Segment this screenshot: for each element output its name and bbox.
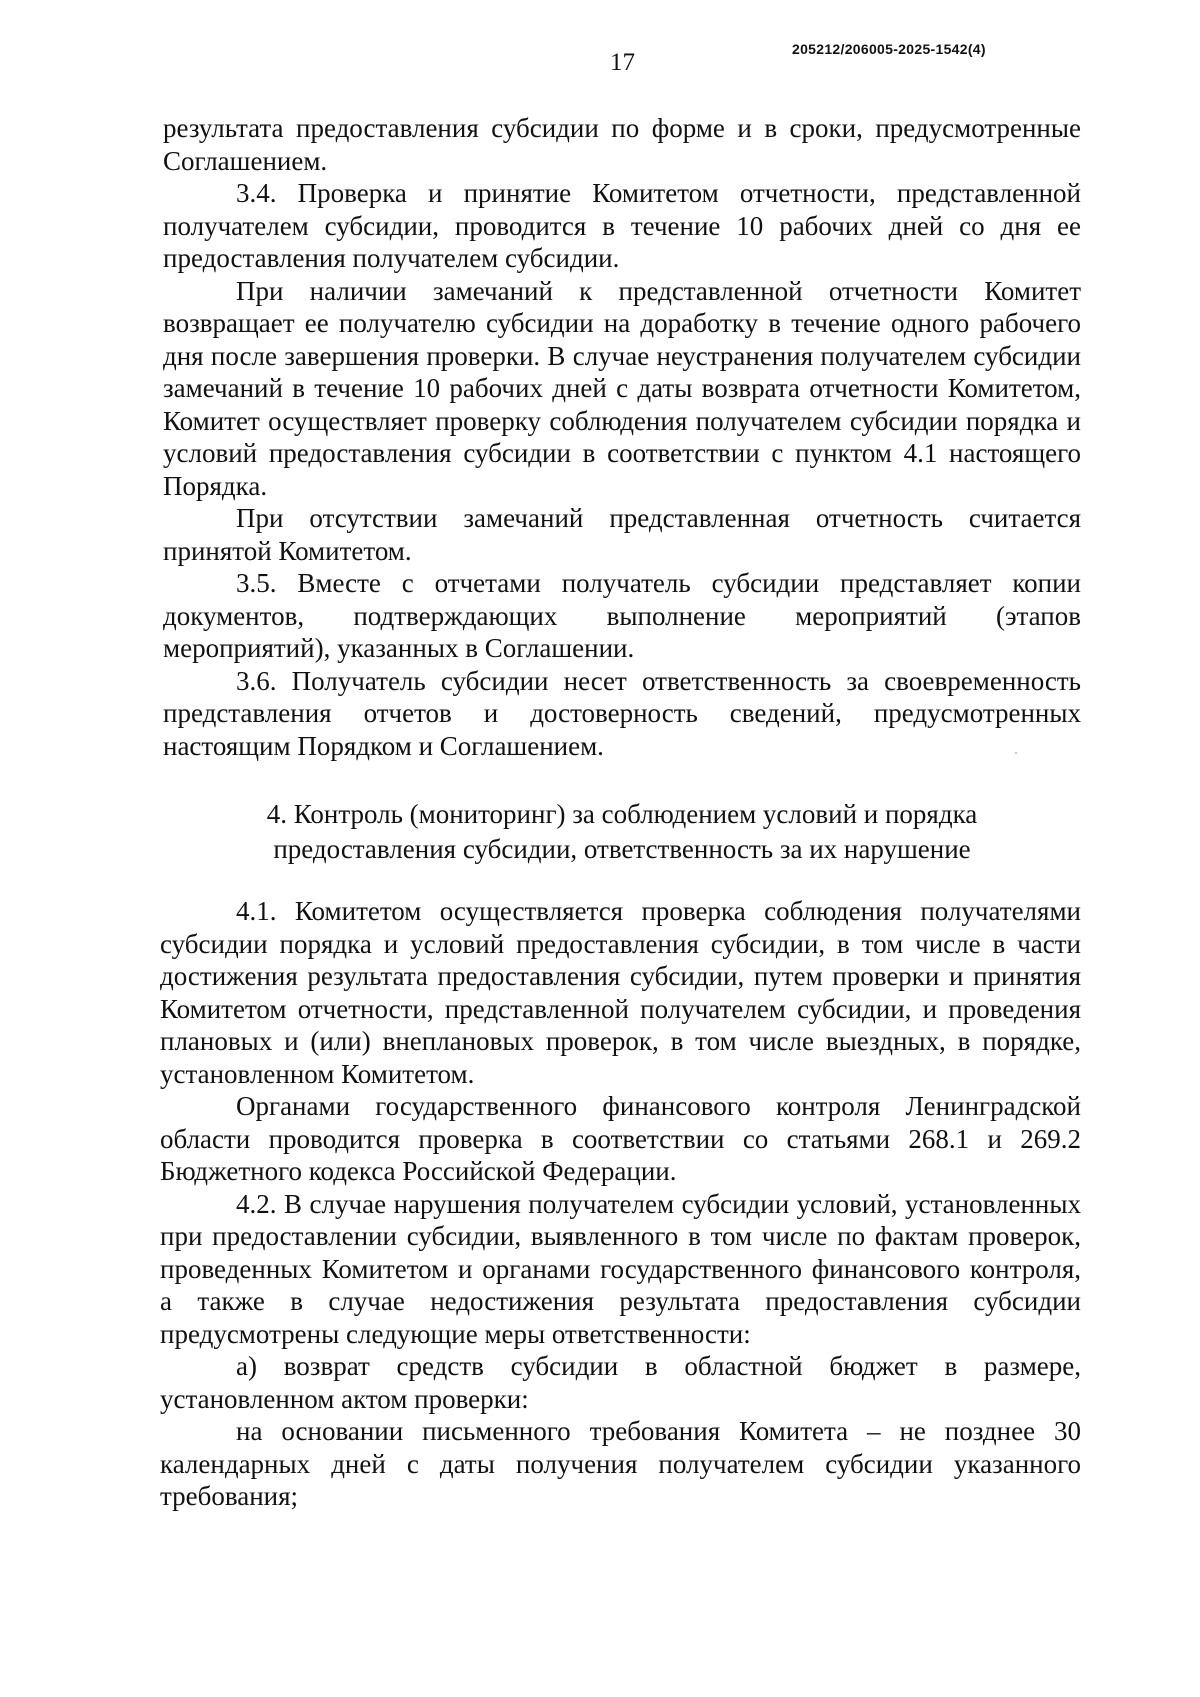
page-number: 17 bbox=[610, 49, 635, 76]
paragraph: 3.6. Получатель субсидии несет ответственность за своевременность представления отчетов и достоверность сведений, предусмотренных настоящим Порядком и Соглашением. bbox=[163, 665, 1081, 761]
document-id: 205212/206005-2025-1542(4) bbox=[792, 41, 986, 57]
section-heading-line: 4. Контроль (мониторинг) за соблюдением условий и порядка bbox=[266, 799, 978, 829]
section-heading-line: предоставления субсидии, ответственность за их нарушение bbox=[273, 834, 971, 864]
paragraph: Органами государственного финансового контроля Ленинградской области проводится проверка в соответствии со статьями 268.1 и 269.2 Бюджетного кодекса Российской Федерации. bbox=[160, 1091, 1081, 1186]
paragraph: При отсутствии замечаний представленная отчетность считается принятой Комитетом. bbox=[163, 503, 1081, 566]
paragraph: а) возврат средств субсидии в областной бюджет в размере, установленном актом проверки: bbox=[160, 1351, 1081, 1414]
body-text-top bbox=[163, 112, 1081, 762]
paragraph: При наличии замечаний к представленной отчетности Комитет возвращает ее получателю субсидии на доработку в течение одного рабочего дня после завершения проверки. В случае неустранения получателем субсидии замечаний в течение 10 рабочих дней с даты возврата отчетности Комитетом, Комитет осуществляет проверку соблюдения получателем субсидии порядка и условий предоставления субсидии в соответствии с пунктом 4.1 настоящего Порядка. bbox=[163, 275, 1081, 501]
paragraph: 3.5. Вместе с отчетами получатель субсидии представляет копии документов, подтверждающих выполнение мероприятий (этапов мероприятий), указанных в Соглашении. bbox=[163, 568, 1081, 663]
paragraph: на основании письменного требования Комитета – не позднее 30 календарных дней с даты получения получателем субсидии указанного требования; bbox=[160, 1416, 1081, 1511]
paragraph: 4.1. Комитетом осуществляется проверка соблюдения получателями субсидии порядка и условий предоставления субсидии, в том числе в части достижения результата предоставления субсидии, путем проверки и принятия Комитетом отчетности, представленной получателем субсидии, и проведения плановых и (или) внеплановых проверок, в том числе выездных, в порядке, установленном Комитетом. bbox=[160, 896, 1081, 1089]
section-heading bbox=[163, 797, 1081, 867]
paragraph: 3.4. Проверка и принятие Комитетом отчетности, представленной получателем субсидии, проводится в течение 10 рабочих дней со дня ее предоставления получателем субсидии. bbox=[163, 178, 1081, 273]
scan-speck bbox=[1015, 752, 1017, 754]
body-text-bottom bbox=[160, 895, 1081, 1513]
paragraph: результата предоставления субсидии по форме и в сроки, предусмотренные Соглашением. bbox=[163, 113, 1081, 176]
paragraph: 4.2. В случае нарушения получателем субсидии условий, установленных при предоставлении субсидии, выявленного в том числе по фактам проверок, проведенных Комитетом и органами государственного финансового контроля, а также в случае недостижения результата предоставления субсидии предусмотрены следующие меры ответственности: bbox=[160, 1188, 1081, 1349]
